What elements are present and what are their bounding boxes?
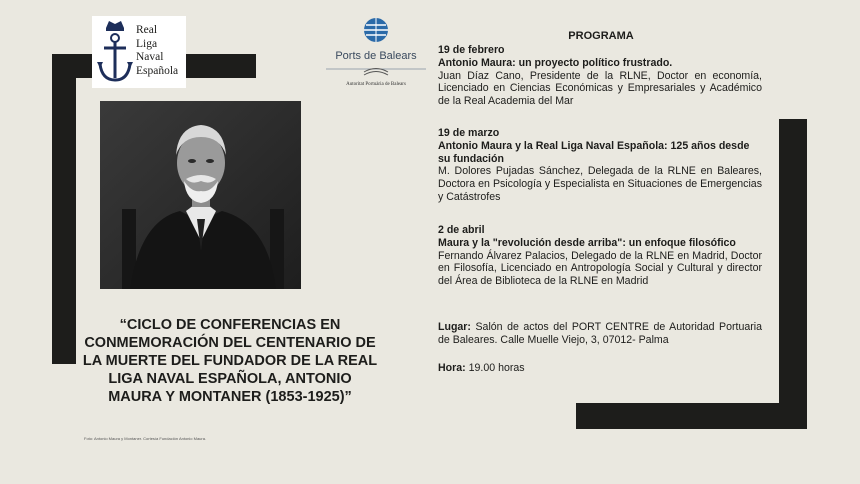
time-label: Hora: — [438, 362, 466, 374]
ports-name: Ports de Balears — [335, 50, 417, 62]
anchor-crown-icon — [94, 18, 136, 86]
session-date: 19 de marzo — [438, 127, 500, 139]
session-2 — [438, 127, 762, 204]
ports-subtitle: Autoritat Portuària de Balears — [346, 82, 406, 87]
rlne-logo — [92, 16, 186, 88]
antonio-maura-portrait — [100, 101, 301, 289]
place-value: Salón de actos del PORT CENTRE de Autoridad Portuaria de Baleares. Calle Muelle Viejo, 3, 07012- Palma — [438, 321, 762, 346]
session-date: 2 de abril — [438, 224, 485, 236]
session-date: 19 de febrero — [438, 44, 505, 56]
session-speaker: Fernando Álvarez Palacios, Delegado de la RLNE en Madrid, Doctor en Filosofía, Licenciado en Antropología Social y Cultural y director del Área de Biblioteca de la RLNE en Madrid — [438, 249, 762, 288]
session-3 — [438, 224, 762, 288]
frame-right-bottom — [576, 403, 807, 429]
session-speaker: M. Dolores Pujadas Sánchez, Delegada de la RLNE en Baleares, Doctora en Psicología y Especialista en Situaciones de Emergencias y Catástrofes — [438, 165, 762, 203]
session-1 — [438, 44, 762, 108]
frame-left-vertical — [52, 54, 76, 364]
place-label: Lugar: — [438, 321, 471, 333]
portrait-photo — [100, 101, 301, 289]
rlne-wordmark: Real Liga Naval Española — [136, 24, 179, 77]
program-heading: PROGRAMA — [568, 30, 634, 42]
event-title: “CICLO DE CONFERENCIAS EN CONMEMORACIÓN DEL CENTENARIO DE LA MUERTE DEL FUNDADOR DE LA REAL LIGA NAVAL ESPAÑOLA, ANTONIO MAURA Y MONTANER (1853-1925)” — [82, 317, 378, 405]
ports-de-balears-logo — [326, 16, 426, 92]
session-title: Maura y la "revolución desde arriba": un enfoque filosófico — [438, 236, 736, 249]
place-info — [438, 321, 762, 347]
session-title: Antonio Maura: un proyecto político frustrado. — [438, 56, 673, 69]
time-info — [438, 362, 762, 375]
frame-right-vertical — [779, 119, 807, 429]
photo-credit: Foto: Antonio Maura y Montaner. Cortesía Fundación Antonio Maura. — [84, 436, 207, 441]
time-value: 19.00 horas — [468, 362, 525, 374]
session-title: Antonio Maura y la Real Liga Naval Española: 125 años desde su fundación — [438, 139, 750, 165]
wave-divider-icon — [326, 65, 426, 79]
globe-icon — [326, 16, 426, 50]
session-speaker: Juan Díaz Cano, Presidente de la RLNE, Doctor en economía, Licenciado en Ciencias Económicas y Empresariales y Académico de la Real Academia del Mar — [438, 69, 762, 108]
